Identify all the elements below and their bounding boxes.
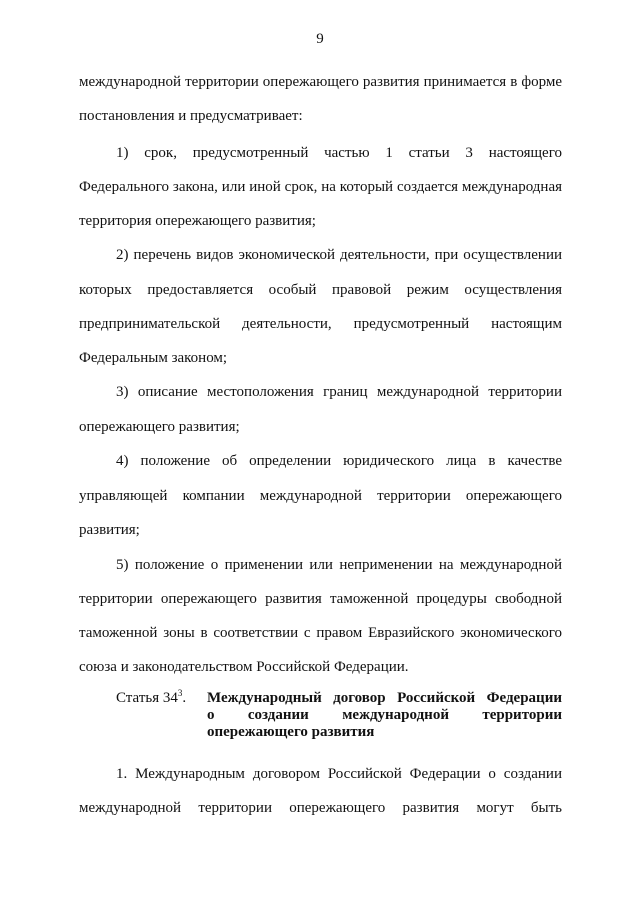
text-line: союза и законодательством Российской Федерации. xyxy=(79,659,409,675)
text-line: 1) срок, предусмотренный частью 1 статьи 3 настоящего xyxy=(116,145,562,161)
article-title-line: опережающего развития xyxy=(207,724,375,740)
text-line: управляющей компании международной территории опережающего xyxy=(79,488,562,504)
article-label: Статья $34^3$. xyxy=(116,688,187,706)
article-title-line: Международный договор Российской Федерации xyxy=(207,690,562,706)
text-line: 3) описание местоположения границ международной территории xyxy=(116,384,562,400)
text-line: 5) положение о применении или неприменении на международной xyxy=(116,557,562,573)
text-line: международной территории опережающего развития принимается в форме xyxy=(79,74,562,90)
text-line: 2) перечень видов экономической деятельности, при осуществлении xyxy=(116,247,562,263)
text-line: 1. Международным договором Российской Федерации о создании xyxy=(116,766,562,782)
page-number: 9 xyxy=(316,31,324,47)
article-label-superscript: 3 xyxy=(177,688,183,698)
article-title-line: о создании международной территории xyxy=(207,707,562,723)
article-title xyxy=(207,690,562,741)
text-line: 4) положение об определении юридического лица в качестве xyxy=(116,453,562,469)
text-line: опережающего развития; xyxy=(79,419,240,435)
text-line: предпринимательской деятельности, предусмотренный настоящим xyxy=(79,316,562,332)
text-line: развития; xyxy=(79,522,140,538)
text-line: территория опережающего развития; xyxy=(79,213,316,229)
text-line: таможенной зоны в соответствии с правом Евразийского экономического xyxy=(79,625,562,641)
text-line: которых предоставляется особый правовой режим осуществления xyxy=(79,282,562,298)
text-line: территории опережающего развития таможенной процедуры свободной xyxy=(79,591,562,607)
text-line: Федерального закона, или иной срок, на который создается международная xyxy=(79,179,562,195)
text-line: постановления и предусматривает: xyxy=(79,108,303,124)
text-line: Федеральным законом; xyxy=(79,350,228,366)
text-line: международной территории опережающего развития могут быть xyxy=(79,800,562,816)
